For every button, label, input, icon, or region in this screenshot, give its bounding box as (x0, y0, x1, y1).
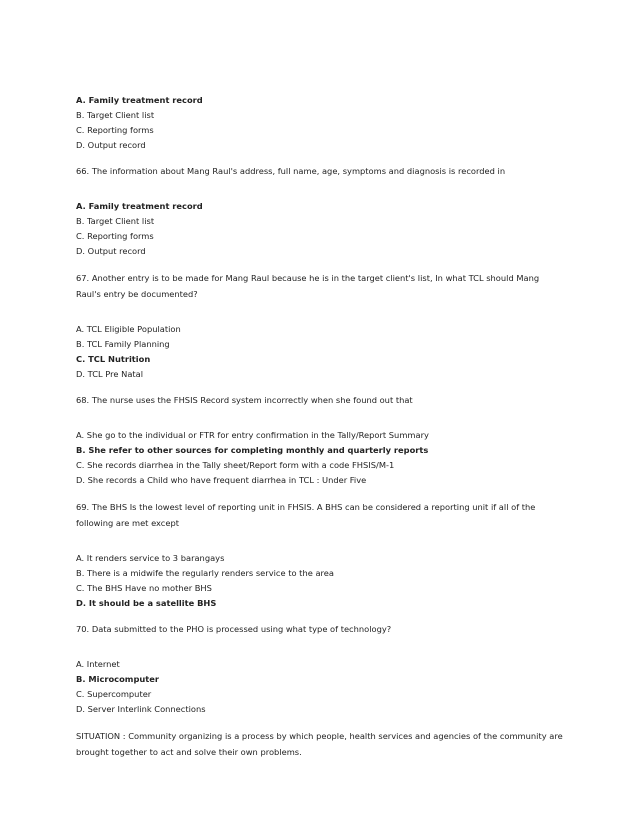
q69-options (76, 551, 566, 611)
q65-option-d: D. Output record (76, 140, 146, 150)
q66-option-a: A. Family treatment record (76, 201, 203, 211)
q66-option-b: B. Target Client list (76, 216, 155, 226)
q67-option-d: D. TCL Pre Natal (76, 369, 144, 379)
q68-option-a: A. She go to the individual or FTR for entry confirmation in the Tally/Report Summary (76, 430, 429, 440)
q68-option-d: D. She records a Child who have frequent diarrhea in TCL : Under Five (76, 475, 367, 485)
q69-option-c: C. The BHS Have no mother BHS (76, 583, 212, 593)
q67-question: 67. Another entry is to be made for Mang Raul because he is in the target client's list, In what TCL should Mang Raul's entry be documented? (76, 273, 540, 299)
q67-option-b: B. TCL Family Planning (76, 339, 170, 349)
q69-option-a: A. It renders service to 3 barangays (76, 553, 225, 563)
q67-option-a: A. TCL Eligible Population (76, 324, 181, 334)
q67-option-c: C. TCL Nutrition (76, 354, 151, 364)
q68-option-b: B. She refer to other sources for completing monthly and quarterly reports (76, 445, 429, 455)
q69-option-d: D. It should be a satellite BHS (76, 598, 217, 608)
q68-option-c: C. She records diarrhea in the Tally sheet/Report form with a code FHSIS/M-1 (76, 460, 395, 470)
q70-question: 70. Data submitted to the PHO is processed using what type of technology? (76, 624, 392, 634)
q66-question: 66. The information about Mang Raul's address, full name, age, symptoms and diagnosis is recorded in (76, 166, 506, 176)
q65-option-b: B. Target Client list (76, 110, 155, 120)
q65-option-c: C. Reporting forms (76, 125, 154, 135)
q70-option-a: A. Internet (76, 659, 120, 669)
situation-paragraph: SITUATION : Community organizing is a process by which people, health services and agencies of the community are brought together to act and solve their own problems. (76, 731, 563, 757)
q70-options (76, 657, 566, 717)
q66-option-d: D. Output record (76, 246, 146, 256)
document-page (76, 93, 566, 760)
q70-option-b: B. Microcomputer (76, 674, 159, 684)
q69-question: 69. The BHS Is the lowest level of reporting unit in FHSIS. A BHS can be considered a reporting unit if all of the following are met except (76, 502, 536, 528)
q69-option-b: B. There is a midwife the regularly renders service to the area (76, 568, 334, 578)
q68-question: 68. The nurse uses the FHSIS Record system incorrectly when she found out that (76, 395, 413, 405)
q66-option-c: C. Reporting forms (76, 231, 154, 241)
q70-option-d: D. Server Interlink Connections (76, 704, 206, 714)
q67-options (76, 322, 566, 382)
q66-options (76, 199, 566, 259)
q65-option-a: A. Family treatment record (76, 95, 203, 105)
q65-options (76, 93, 566, 153)
q70-option-c: C. Supercomputer (76, 689, 152, 699)
q68-options (76, 428, 566, 488)
